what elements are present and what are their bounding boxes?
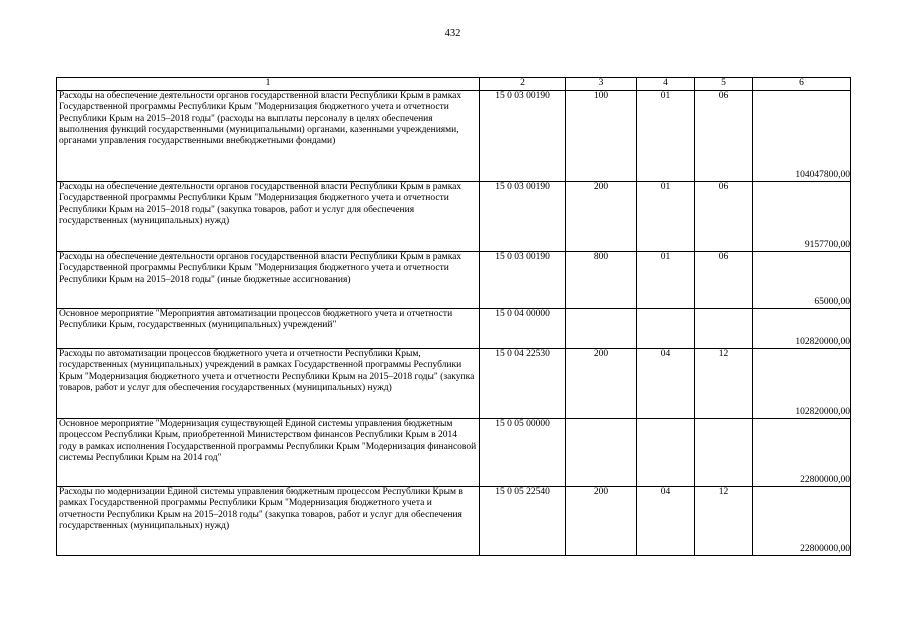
row-type: 200 <box>566 487 637 556</box>
row-section: 04 <box>637 349 695 419</box>
budget-table <box>56 77 851 556</box>
row-subsection: 12 <box>695 487 753 556</box>
row-name: Основное мероприятие "Модернизация существующей Единой системы управления бюджетным процессом Республики Крым, приобретенной Министерством финансов Республики Крым в 2014 году в рамках исполнения Государственной программы Республики Крым "Модернизация финансовой системы Республики Крым на 2014 год" <box>57 419 480 487</box>
row-code: 15 0 03 00190 <box>480 252 566 309</box>
row-subsection: 12 <box>695 349 753 419</box>
table-row <box>57 309 851 349</box>
row-code: 15 0 04 00000 <box>480 309 566 349</box>
row-name: Расходы на обеспечение деятельности органов государственной власти Республики Крым в рамках Государственной программы Республики Крым "Модернизация бюджетного учета и отчетности Республики Крым на 2015–2018 годы" (иные бюджетные ассигнования) <box>57 252 480 309</box>
row-name: Расходы на обеспечение деятельности органов государственной власти Республики Крым в рамках Государственной программы Республики Крым "Модернизация бюджетного учета и отчетности Республики Крым на 2015–2018 годы" (расходы на выплаты персоналу в целях обеспечения выполнения функций государственными (муниципальными) органами, казенными учреждениями, органами управления государственными внебюджетными фондами) <box>57 91 480 182</box>
row-name: Основное мероприятие "Мероприятия автоматизации процессов бюджетного учета и отчетности Республики Крым, государственных (муниципальных) учреждений" <box>57 309 480 349</box>
row-type: 200 <box>566 182 637 252</box>
row-section <box>637 309 695 349</box>
row-subsection: 06 <box>695 182 753 252</box>
page-number: 432 <box>444 28 461 39</box>
row-code: 15 0 03 00190 <box>480 182 566 252</box>
row-subsection: 06 <box>695 91 753 182</box>
row-subsection: 06 <box>695 252 753 309</box>
row-type <box>566 309 637 349</box>
row-type: 100 <box>566 91 637 182</box>
row-code: 15 0 05 22540 <box>480 487 566 556</box>
row-subsection <box>695 309 753 349</box>
row-amount: 22800000,00 <box>753 487 851 556</box>
row-amount: 104047800,00 <box>753 91 851 182</box>
row-type: 200 <box>566 349 637 419</box>
row-amount: 9157700,00 <box>753 182 851 252</box>
column-header-5: 5 <box>695 78 753 91</box>
row-subsection <box>695 419 753 487</box>
table-row <box>57 182 851 252</box>
row-name: Расходы по модернизации Единой системы управления бюджетным процессом Республики Крым в рамках Государственной программы Республики Крым "Модернизация бюджетного учета и отчетности Республики Крым на 2015–2018 годы" (закупка товаров, работ и услуг для обеспечения государственных (муниципальных) нужд) <box>57 487 480 556</box>
row-amount: 102820000,00 <box>753 349 851 419</box>
row-amount: 65000,00 <box>753 252 851 309</box>
row-type: 800 <box>566 252 637 309</box>
row-section <box>637 419 695 487</box>
row-name: Расходы по автоматизации процессов бюджетного учета и отчетности Республики Крым, государственных (муниципальных) учреждений в рамках Государственной программы Республики Крым "Модернизация бюджетного учета и отчетности Республики Крым на 2015–2018 годы" (закупка товаров, работ и услуг для обеспечения государственных (муниципальных) нужд) <box>57 349 480 419</box>
table-row <box>57 419 851 487</box>
row-code: 15 0 03 00190 <box>480 91 566 182</box>
row-code: 15 0 04 22530 <box>480 349 566 419</box>
table-row <box>57 349 851 419</box>
table-row <box>57 252 851 309</box>
header-row <box>57 78 851 91</box>
row-name: Расходы на обеспечение деятельности органов государственной власти Республики Крым в рамках Государственной программы Республики Крым "Модернизация бюджетного учета и отчетности Республики Крым на 2015–2018 годы" (закупка товаров, работ и услуг для обеспечения государственных (муниципальных) нужд) <box>57 182 480 252</box>
row-section: 01 <box>637 252 695 309</box>
column-header-6: 6 <box>753 78 851 91</box>
table-row <box>57 487 851 556</box>
row-section: 04 <box>637 487 695 556</box>
row-code: 15 0 05 00000 <box>480 419 566 487</box>
row-amount: 102820000,00 <box>753 309 851 349</box>
column-header-1: 1 <box>57 78 480 91</box>
column-header-2: 2 <box>480 78 566 91</box>
column-header-4: 4 <box>637 78 695 91</box>
table-row <box>57 91 851 182</box>
row-section: 01 <box>637 91 695 182</box>
column-header-3: 3 <box>566 78 637 91</box>
row-amount: 22800000,00 <box>753 419 851 487</box>
row-type <box>566 419 637 487</box>
row-section: 01 <box>637 182 695 252</box>
